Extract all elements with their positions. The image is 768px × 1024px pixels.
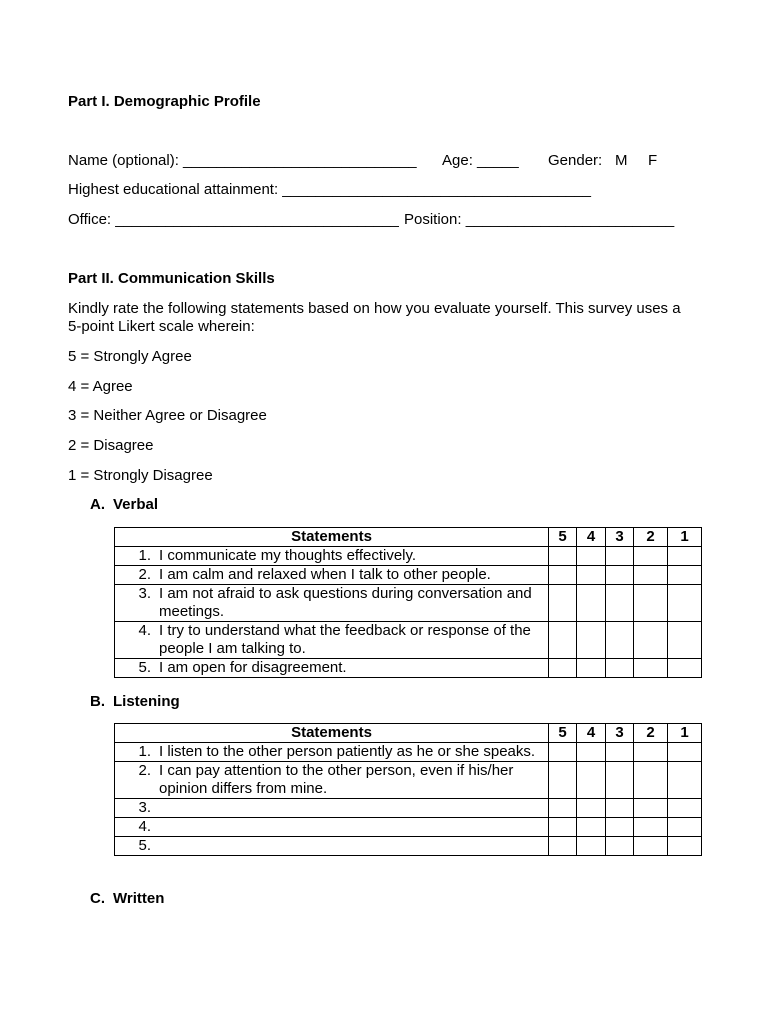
- header-4: 4: [577, 528, 606, 547]
- rating-cell-1[interactable]: [668, 547, 702, 566]
- gender-option-m[interactable]: M: [615, 152, 628, 169]
- scale-item-2: 2 = Disagree: [68, 437, 154, 454]
- table-row: [115, 743, 702, 762]
- scale-item-4: 4 = Agree: [68, 378, 133, 395]
- rating-cell-4[interactable]: [577, 818, 606, 837]
- table-header-row: [115, 528, 702, 547]
- statement-text: I listen to the other person patiently as he or she speaks.: [159, 743, 536, 760]
- table-row: [115, 818, 702, 837]
- table-row: [115, 622, 702, 659]
- section-written-heading: [90, 890, 164, 908]
- rating-cell-4[interactable]: [577, 547, 606, 566]
- rating-cell-5[interactable]: [549, 547, 577, 566]
- rating-cell-4[interactable]: [577, 566, 606, 585]
- table-row: [115, 585, 702, 622]
- statement-text: I can pay attention to the other person, even if his/her opinion differs from mine.: [159, 762, 514, 797]
- statement-text: I am not afraid to ask questions during conversation and meetings.: [159, 585, 532, 620]
- rating-cell-2[interactable]: [634, 547, 668, 566]
- header-4: 4: [577, 724, 606, 743]
- statement-number: 1.: [138, 547, 151, 564]
- section-letter: A.: [90, 496, 105, 513]
- header-3: 3: [606, 528, 634, 547]
- statement-text: I am calm and relaxed when I talk to other people.: [159, 566, 491, 583]
- rating-cell-1[interactable]: [668, 818, 702, 837]
- rating-cell-3[interactable]: [606, 837, 634, 856]
- statement-number: 5.: [138, 837, 151, 854]
- statement-text[interactable]: [159, 818, 548, 836]
- listening-table: [114, 723, 702, 856]
- rating-cell-3[interactable]: [606, 799, 634, 818]
- rating-cell-2[interactable]: [634, 622, 668, 659]
- part1-heading: Part I. Demographic Profile: [68, 93, 261, 110]
- statement-text: I try to understand what the feedback or response of the people I am talking to.: [159, 622, 531, 657]
- statement-number: 2.: [138, 762, 151, 779]
- header-1: 1: [668, 528, 702, 547]
- table-header-row: [115, 724, 702, 743]
- gender-option-f[interactable]: F: [648, 152, 658, 169]
- table-row: [115, 799, 702, 818]
- rating-cell-3[interactable]: [606, 659, 634, 678]
- statement-number: 3.: [138, 585, 151, 602]
- rating-cell-2[interactable]: [634, 837, 668, 856]
- rating-cell-3[interactable]: [606, 743, 634, 762]
- scale-item-1: 1 = Strongly Disagree: [68, 467, 213, 484]
- rating-cell-3[interactable]: [606, 585, 634, 622]
- statement-text: I am open for disagreement.: [159, 659, 347, 676]
- rating-cell-5[interactable]: [549, 818, 577, 837]
- header-5: 5: [549, 724, 577, 743]
- header-statements: Statements: [115, 724, 549, 743]
- rating-cell-4[interactable]: [577, 743, 606, 762]
- section-listening-heading: [90, 693, 180, 711]
- rating-cell-2[interactable]: [634, 799, 668, 818]
- header-2: 2: [634, 724, 668, 743]
- rating-cell-5[interactable]: [549, 585, 577, 622]
- section-letter: B.: [90, 693, 105, 710]
- header-5: 5: [549, 528, 577, 547]
- rating-cell-5[interactable]: [549, 743, 577, 762]
- rating-cell-1[interactable]: [668, 799, 702, 818]
- table-row: [115, 566, 702, 585]
- education-field[interactable]: Highest educational attainment: _____________________________________: [68, 181, 591, 198]
- scale-item-3: 3 = Neither Agree or Disagree: [68, 407, 267, 424]
- section-title: Listening: [113, 693, 180, 710]
- rating-cell-1[interactable]: [668, 585, 702, 622]
- rating-cell-1[interactable]: [668, 566, 702, 585]
- rating-cell-3[interactable]: [606, 622, 634, 659]
- part2-intro: Kindly rate the following statements based on how you evaluate yourself. This survey uses a 5-point Likert scale wherein:: [68, 300, 681, 335]
- rating-cell-2[interactable]: [634, 743, 668, 762]
- rating-cell-2[interactable]: [634, 585, 668, 622]
- name-field[interactable]: Name (optional): ____________________________: [68, 152, 417, 169]
- rating-cell-2[interactable]: [634, 659, 668, 678]
- statement-number: 3.: [138, 799, 151, 816]
- rating-cell-5[interactable]: [549, 799, 577, 818]
- rating-cell-5[interactable]: [549, 659, 577, 678]
- rating-cell-5[interactable]: [549, 566, 577, 585]
- rating-cell-3[interactable]: [606, 547, 634, 566]
- scale-item-5: 5 = Strongly Agree: [68, 348, 192, 365]
- gender-label: Gender:: [548, 152, 603, 169]
- statement-text: I communicate my thoughts effectively.: [159, 547, 417, 564]
- rating-cell-4[interactable]: [577, 799, 606, 818]
- statement-number: 2.: [138, 566, 151, 583]
- rating-cell-1[interactable]: [668, 837, 702, 856]
- rating-cell-5[interactable]: [549, 837, 577, 856]
- rating-cell-2[interactable]: [634, 566, 668, 585]
- statement-number: 4.: [138, 622, 151, 639]
- statement-text[interactable]: [159, 837, 548, 855]
- section-verbal-heading: [90, 496, 158, 514]
- table-row: [115, 659, 702, 678]
- section-title: Verbal: [113, 496, 159, 513]
- rating-cell-1[interactable]: [668, 762, 702, 799]
- table-row: [115, 762, 702, 799]
- statement-text[interactable]: [159, 799, 548, 817]
- office-field[interactable]: Office: __________________________________: [68, 211, 399, 228]
- header-3: 3: [606, 724, 634, 743]
- statement-number: 4.: [138, 818, 151, 835]
- rating-cell-1[interactable]: [668, 659, 702, 678]
- rating-cell-3[interactable]: [606, 762, 634, 799]
- header-statements: Statements: [115, 528, 549, 547]
- header-2: 2: [634, 528, 668, 547]
- part2-heading: Part II. Communication Skills: [68, 270, 275, 287]
- header-1: 1: [668, 724, 702, 743]
- rating-cell-1[interactable]: [668, 743, 702, 762]
- statement-number: 5.: [138, 659, 151, 676]
- rating-cell-1[interactable]: [668, 622, 702, 659]
- statement-number: 1.: [138, 743, 151, 760]
- rating-cell-4[interactable]: [577, 659, 606, 678]
- rating-cell-5[interactable]: [549, 622, 577, 659]
- rating-cell-2[interactable]: [634, 762, 668, 799]
- position-field[interactable]: Position: _________________________: [404, 211, 675, 228]
- table-row: [115, 837, 702, 856]
- rating-cell-5[interactable]: [549, 762, 577, 799]
- section-title: Written: [113, 890, 165, 907]
- rating-cell-4[interactable]: [577, 585, 606, 622]
- rating-cell-4[interactable]: [577, 837, 606, 856]
- section-letter: C.: [90, 890, 105, 907]
- rating-cell-2[interactable]: [634, 818, 668, 837]
- rating-cell-4[interactable]: [577, 762, 606, 799]
- rating-cell-3[interactable]: [606, 818, 634, 837]
- age-field[interactable]: Age: _____: [442, 152, 519, 169]
- table-row: [115, 547, 702, 566]
- rating-cell-4[interactable]: [577, 622, 606, 659]
- verbal-table: [114, 527, 702, 678]
- rating-cell-3[interactable]: [606, 566, 634, 585]
